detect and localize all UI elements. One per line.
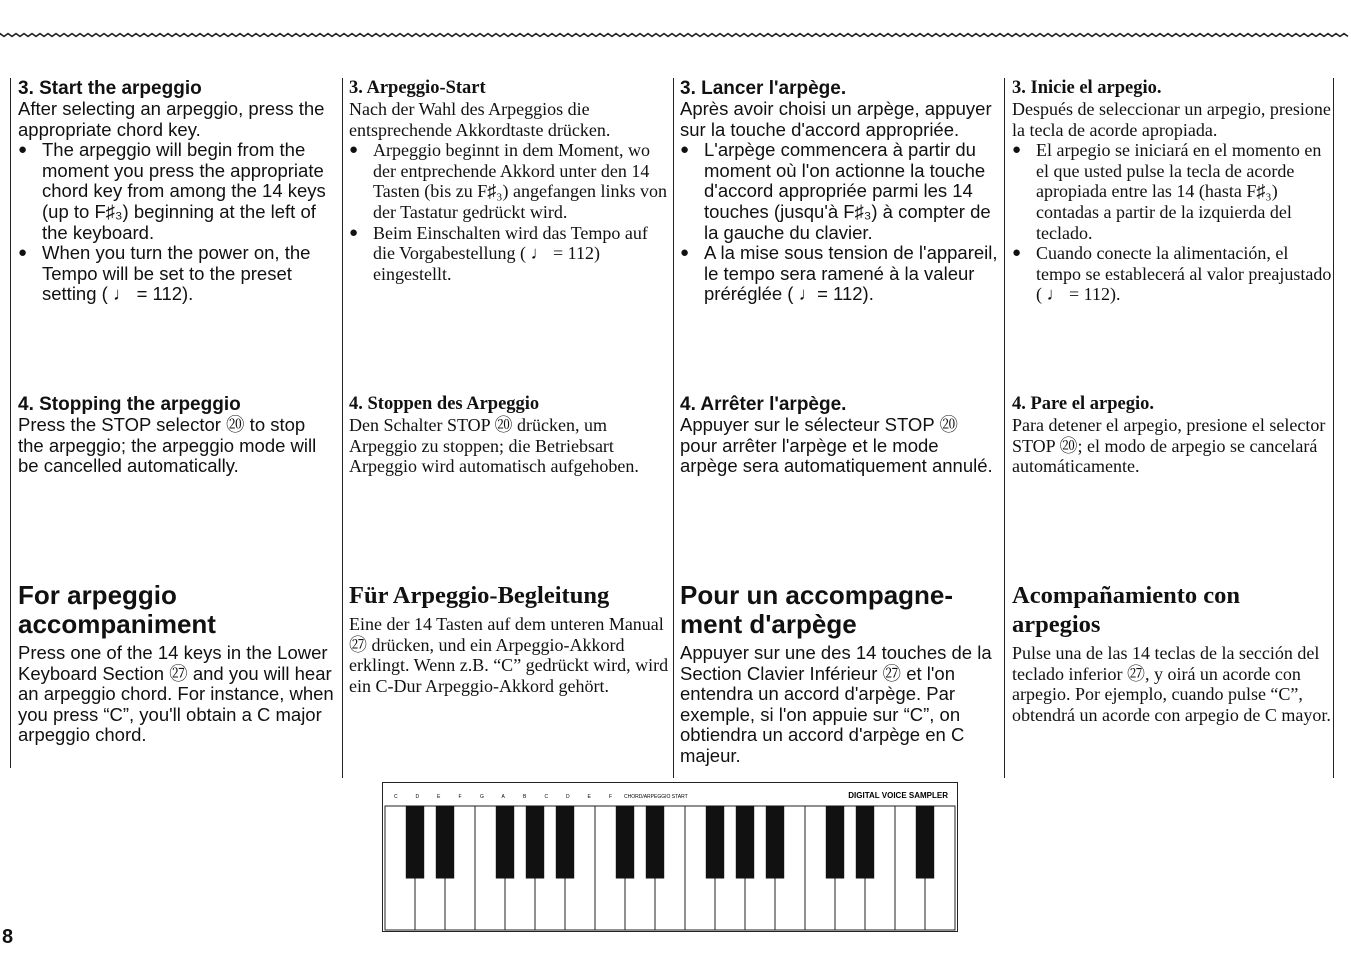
section-start-arpeggio (1012, 78, 1332, 305)
section-accompaniment (18, 581, 336, 746)
column-divider (342, 78, 343, 778)
brand-label: DIGITAL VOICE SAMPLER (848, 791, 948, 800)
note-label: F (458, 794, 462, 800)
section-accompaniment (349, 581, 669, 696)
black-key (856, 806, 873, 878)
black-key (766, 806, 783, 878)
section-text: Nach der Wahl des Arpeggios die entsprechende Akkordtaste drücken. (349, 99, 611, 140)
bullet-item: ● Arpeggio beginnt in dem Moment, wo der entprechende Akkord unter den 14 Tasten (bis zu F♯₃) angefangen links von der Tastatur gedrückt wird. (349, 140, 669, 222)
note-label: B (523, 794, 527, 800)
section-text: Appuyer sur le sélecteur STOP ⑳ pour arrêter l'arpège et le mode arpège sera automatiquement annulé. (680, 414, 993, 477)
section-heading: 3. Start the arpeggio (18, 78, 202, 99)
bullet-item: ● L'arpège commencera à partir du moment où l'on actionne la touche d'accord appropriée parmi les 14 touches (jusqu'à F♯₃) à compter de la gauche du clavier. (680, 140, 1000, 243)
section-text: Press the STOP selector ⑳ to stop the arpeggio; the arpeggio mode will be cancelled automatically. (18, 414, 317, 477)
section-stop-arpeggio (1012, 394, 1332, 477)
section-accompaniment (680, 581, 1000, 767)
section-stop-arpeggio (349, 394, 669, 477)
bullet-item: ● Beim Einschalten wird das Tempo auf die Vorgabestellung ( ♩ = 112) eingestellt. (349, 223, 669, 285)
black-key (556, 806, 573, 878)
black-key (436, 806, 453, 878)
black-key (496, 806, 513, 878)
section-title: Pour un accompagne-ment d'arpège (680, 580, 954, 639)
section-start-arpeggio (349, 78, 669, 284)
column-divider (673, 78, 674, 778)
column-divider (1004, 78, 1005, 778)
section-heading: 4. Stopping the arpeggio (18, 394, 241, 415)
note-label: E (587, 794, 591, 800)
black-key (616, 806, 633, 878)
section-title: Acompañamiento con arpegios (1012, 582, 1240, 638)
section-stop-arpeggio (680, 394, 1000, 477)
black-key (736, 806, 753, 878)
page-number: 8 (2, 926, 14, 948)
chord-arpeggio-label: CHORD/ARPEGGIO START (624, 794, 688, 800)
section-stop-arpeggio (18, 394, 336, 477)
note-label: D (566, 794, 570, 800)
section-title: Für Arpeggio-Begleitung (349, 582, 610, 609)
note-label: G (480, 794, 484, 800)
section-text: After selecting an arpeggio, press the appropriate chord key. (18, 98, 325, 140)
section-start-arpeggio (680, 78, 1000, 305)
section-title: For arpeggio accompaniment (18, 580, 216, 639)
column-divider (1333, 78, 1334, 778)
section-heading: 4. Stoppen des Arpeggio (349, 394, 540, 414)
bullet-item: ● Cuando conecte la alimentación, el tempo se establecerá al valor preajustado ( ♩ = 112). (1012, 243, 1332, 305)
black-key (826, 806, 843, 878)
bullet-item: ● The arpeggio will begin from the moment you press the appropriate chord key from among the 14 keys (up to F♯₃) beginning at the left of the keyboard. (18, 140, 336, 243)
bullet-item: ● When you turn the power on, the Tempo will be set to the preset setting ( ♩ = 112). (18, 243, 336, 305)
section-start-arpeggio (18, 78, 336, 305)
section-heading: 3. Inicie el arpegio. (1012, 78, 1162, 98)
section-text: Appuyer sur une des 14 touches de la Section Clavier Inférieur ㉗ et l'on entendra un accord d'arpège. Par exemple, si l'on appuie sur “C”, on obtiendra un accord d'arpège en C majeur. (680, 642, 992, 766)
note-label: D (415, 794, 420, 800)
note-label: C (394, 794, 398, 800)
black-key (406, 806, 423, 878)
keyboard-illustration (382, 782, 958, 932)
section-heading: 3. Lancer l'arpège. (680, 78, 847, 99)
black-key (526, 806, 543, 878)
note-label: F (609, 794, 613, 800)
section-heading: 4. Pare el arpegio. (1012, 394, 1154, 414)
column-divider (10, 78, 11, 768)
wavy-divider (0, 28, 1351, 42)
section-text: Press one of the 14 keys in the Lower Keyboard Section ㉗ and you will hear an arpeggio chord. For instance, when you press “C”, you'll obtain a C major arpeggio chord. (18, 642, 334, 746)
section-text: Pulse una de las 14 teclas de la sección del teclado inferior ㉗, y oirá un acorde con arpegio. Por ejemplo, cuando pulse “C”, obtendrá un acorde con arpegio de C mayor. (1012, 643, 1331, 725)
section-heading: 3. Arpeggio-Start (349, 78, 486, 98)
bullet-item: ● A la mise sous tension de l'appareil, le tempo sera ramené à la valeur préréglée ( ♩= 112). (680, 243, 1000, 305)
black-key (706, 806, 723, 878)
bullet-item: ● El arpegio se iniciará en el momento en el que usted pulse la tecla de acorde apropiada entre las 14 (hasta F♯₃) contadas a partir de la izquierda del teclado. (1012, 140, 1332, 243)
section-text: Après avoir choisi un arpège, appuyer sur la touche d'accord appropriée. (680, 98, 992, 140)
section-text: Den Schalter STOP ⑳ drücken, um Arpeggio zu stoppen; die Betriebsart Arpeggio wird automatisch aufgehoben. (349, 415, 639, 477)
section-heading: 4. Arrêter l'arpège. (680, 394, 847, 415)
section-text: Después de seleccionar un arpegio, presione la tecla de acorde apropiada. (1012, 99, 1331, 140)
section-text: Para detener el arpegio, presione el selector STOP ⑳; el modo de arpegio se cancelará automáticamente. (1012, 415, 1326, 477)
section-accompaniment (1012, 581, 1332, 725)
section-text: Eine der 14 Tasten auf dem unteren Manual ㉗ drücken, und ein Arpeggio-Akkord erklingt. Wenn z.B. “C” gedrückt wird, wird ein C-Dur Arpeggio-Akkord gehört. (349, 614, 669, 696)
note-label: E (437, 794, 441, 800)
note-label: C (544, 794, 549, 800)
black-key (916, 806, 933, 878)
note-label: A (501, 794, 505, 800)
black-key (646, 806, 663, 878)
